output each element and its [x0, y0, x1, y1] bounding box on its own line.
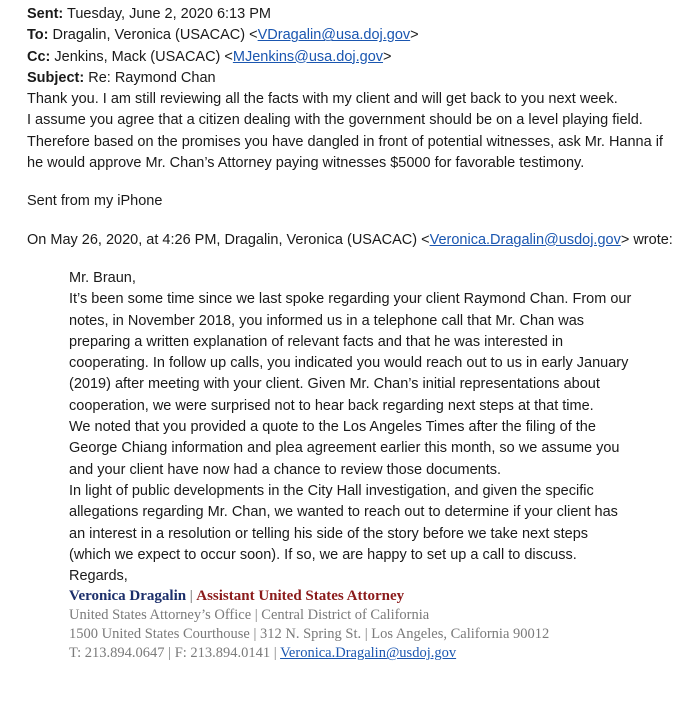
quoted-message	[69, 268, 669, 663]
quoted-greeting: Mr. Braun,	[69, 269, 136, 286]
cc-name: Jenkins, Mack (USACAC) <	[54, 48, 233, 65]
cc-line: Cc: Jenkins, Mack (USACAC) <MJenkins@usa.doj.gov>	[27, 48, 392, 65]
quoted-line: (which we expect to occur soon). If so, we are happy to set up a call to discuss.	[69, 546, 577, 563]
quoted-line: notes, in November 2018, you informed us in a telephone call that Mr. Chan was	[69, 312, 585, 329]
signature-name-line: Veronica Dragalin | Assistant United States Attorney	[69, 588, 405, 605]
body-line: Thank you. I am still reviewing all the facts with my client and will get back to you next week.	[27, 91, 618, 108]
signature-title: Assistant United States Attorney	[196, 588, 405, 605]
signature-email-link[interactable]: Veronica.Dragalin@usdoj.gov	[280, 645, 457, 662]
body-line: I assume you agree that a citizen dealing with the government should be on a level playing field.	[27, 112, 643, 129]
quoted-line: an interest in a resolution or telling his side of the story before we take next steps	[69, 525, 589, 542]
body-line: Therefore based on the promises you have dangled in front of potential witnesses, ask Mr. Hanna if	[27, 133, 663, 150]
quoted-line: (2019) after meeting with your client. Given Mr. Chan’s initial representations about	[69, 376, 600, 393]
signature-address: 1500 United States Courthouse | 312 N. Spring St. | Los Angeles, California 90012	[69, 626, 550, 643]
quoted-line: George Chiang information and plea agreement earlier this month, so we assume you	[69, 440, 620, 457]
signature-contact: T: 213.894.0647 | F: 213.894.0141 | Veronica.Dragalin@usdoj.gov	[69, 645, 457, 662]
quoted-line: allegations regarding Mr. Chan, we wanted to reach out to determine if your client has	[69, 504, 618, 521]
email-header	[27, 4, 687, 89]
subject-line: Subject: Re: Raymond Chan	[27, 69, 216, 86]
subject-value: Re: Raymond Chan	[88, 69, 216, 86]
to-name: Dragalin, Veronica (USACAC) <	[52, 27, 258, 44]
quoted-line: preparing a written explanation of relevant facts and that he was interested in	[69, 333, 564, 350]
sent-line: Sent: Tuesday, June 2, 2020 6:13 PM	[27, 6, 271, 22]
quoted-line: It’s been some time since we last spoke regarding your client Raymond Chan. From our	[69, 291, 632, 308]
quoted-line: cooperating. In follow up calls, you indicated you would reach out to us in early January	[69, 355, 629, 372]
sent-from-line: Sent from my iPhone	[27, 193, 163, 210]
quoted-regards: Regards,	[69, 568, 128, 585]
wrote-email-link[interactable]: Veronica.Dragalin@usdoj.gov	[429, 231, 621, 248]
signature-name: Veronica Dragalin	[69, 588, 187, 605]
to-line: To: Dragalin, Veronica (USACAC) <VDragalin@usa.doj.gov>	[27, 27, 419, 44]
wrote-line: On May 26, 2020, at 4:26 PM, Dragalin, Veronica (USACAC) <Veronica.Dragalin@usdoj.gov> wrote:	[27, 231, 673, 248]
quoted-line: cooperation, we were surprised not to hear back regarding next steps at that time.	[69, 397, 594, 414]
email-signature	[69, 587, 669, 663]
signature-office: United States Attorney’s Office | Central District of California	[69, 607, 430, 624]
email-document	[27, 4, 687, 663]
quoted-line: We noted that you provided a quote to the Los Angeles Times after the filing of the	[69, 419, 596, 436]
sent-value: Tuesday, June 2, 2020 6:13 PM	[67, 6, 271, 22]
reply-body	[27, 89, 687, 174]
body-line: he would approve Mr. Chan’s Attorney paying witnesses $5000 for favorable testimony.	[27, 155, 585, 172]
to-email-link[interactable]: VDragalin@usa.doj.gov	[257, 27, 411, 44]
quoted-line: and your client have now had a chance to review those documents.	[69, 461, 502, 478]
cc-email-link[interactable]: MJenkins@usa.doj.gov	[232, 48, 384, 65]
quoted-line: In light of public developments in the City Hall investigation, and given the specific	[69, 482, 594, 499]
